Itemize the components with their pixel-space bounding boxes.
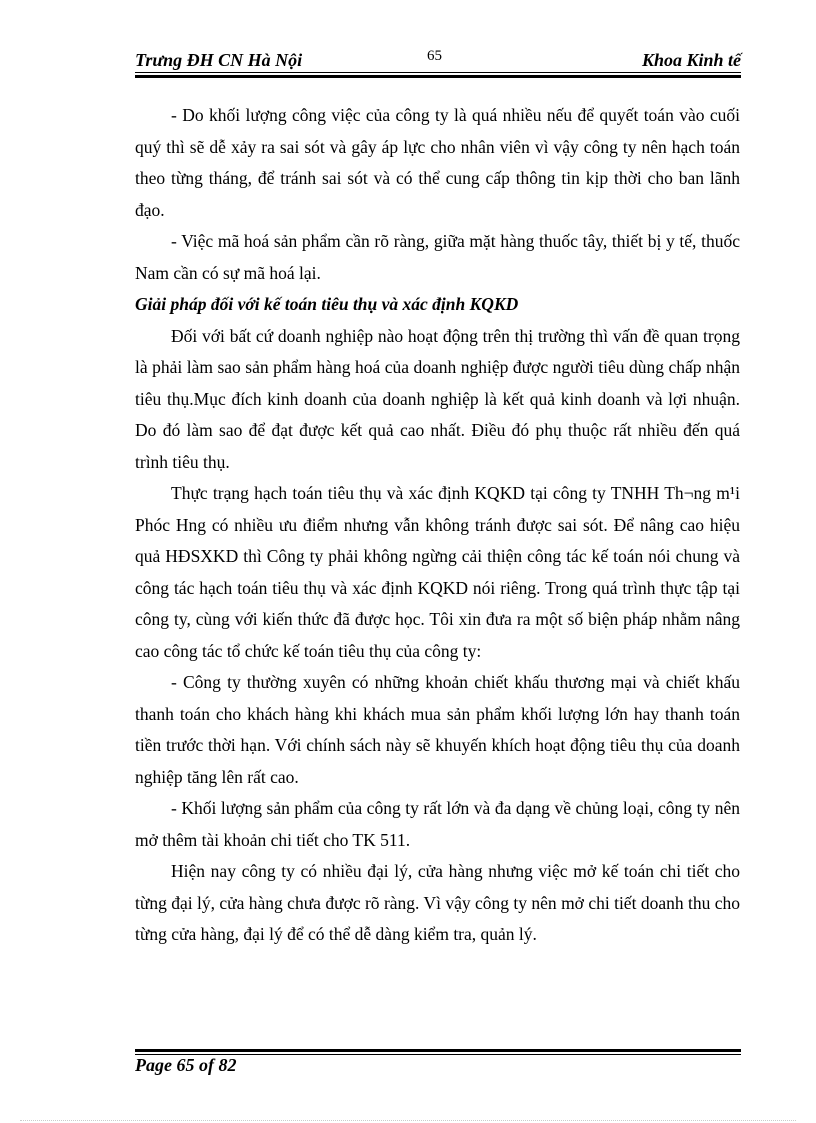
paragraph-detail-accounts: - Khối lượng sản phẩm của công ty rất lớn và đa dạng về chủng loại, công ty nên mở thêm tài khoản chi tiết cho TK 511.	[135, 798, 740, 850]
paragraph-current-status: Thực trạng hạch toán tiêu thụ và xác định KQKD tại công ty TNHH Th¬ng m¹i Phóc Hng có nhiều ưu điểm nhưng vẫn không tránh được sai sót. Để nâng cao hiệu quả HĐSXKD thì Công ty phải không ngừng cải thiện công tác kế toán nói chung và công tác hạch toán tiêu thụ và xác định KQKD nói riêng. Trong quá trình thực tập tại công ty, cùng với kiến thức đã được học. Tôi xin đưa ra một số biện pháp nhằm nâng cao công tác tổ chức kế toán tiêu thụ của công ty:	[135, 483, 740, 661]
paragraph-agency-revenue: Hiện nay công ty có nhiều đại lý, cửa hàng nhưng việc mở kế toán chi tiết cho từng đại lý, cửa hàng chưa được rõ ràng. Vì vậy công ty nên mở chi tiết doanh thu cho từng cửa hàng, đại lý để có thể dễ dàng kiểm tra, quản lý.	[135, 861, 740, 944]
paragraph-quarterly-settlement: - Do khối lượng công việc của công ty là quá nhiều nếu để quyết toán vào cuối quý thì sẽ dễ xảy ra sai sót và gây áp lực cho nhân viên vì vậy công ty nên hạch toán theo từng tháng, để tránh sai sót và có thể cung cấp thông tin kịp thời cho ban lãnh đạo.	[135, 105, 740, 220]
header-faculty: Khoa Kinh tế	[641, 50, 741, 70]
page-footer: Page 65 of 82	[135, 1055, 237, 1075]
paragraph-product-coding: - Việc mã hoá sản phẩm cần rõ ràng, giữa mặt hàng thuốc tây, thiết bị y tế, thuốc Nam cần có sự mã hoá lại.	[135, 231, 740, 283]
paragraph-discounts: - Công ty thường xuyên có những khoản chiết khấu thương mại và chiết khấu thanh toán cho khách hàng khi khách mua sản phẩm khối lượng lớn hay thanh toán tiền trước thời hạn. Với chính sách này sẽ khuyến khích hoạt động tiêu thụ của doanh nghiệp tăng lên rất cao.	[135, 672, 740, 787]
footer-rule-thick	[135, 1049, 741, 1052]
document-body	[135, 100, 740, 951]
header-rule-thin	[135, 72, 741, 73]
paragraph-consumption-importance: Đối với bất cứ doanh nghiệp nào hoạt động trên thị trường thì vấn đề quan trọng là phải làm sao sản phẩm hàng hoá của doanh nghiệp được người tiêu dùng chấp nhận tiêu thụ.Mục đích kinh doanh của doanh nghiệp là kết quả kinh doanh và lợi nhuận. Do đó làm sao để đạt được kết quả cao nhất. Điều đó phụ thuộc rất nhiều đến quá trình tiêu thụ.	[135, 325, 740, 472]
header-rule-thick	[135, 75, 741, 78]
header-page-number: 65	[427, 48, 442, 64]
header-school: Trưng ĐH CN Hà Nội	[135, 50, 303, 70]
section-heading: Giải pháp đối với kế toán tiêu thụ và xác định KQKD	[135, 294, 519, 314]
page-bottom-divider	[20, 1120, 796, 1121]
